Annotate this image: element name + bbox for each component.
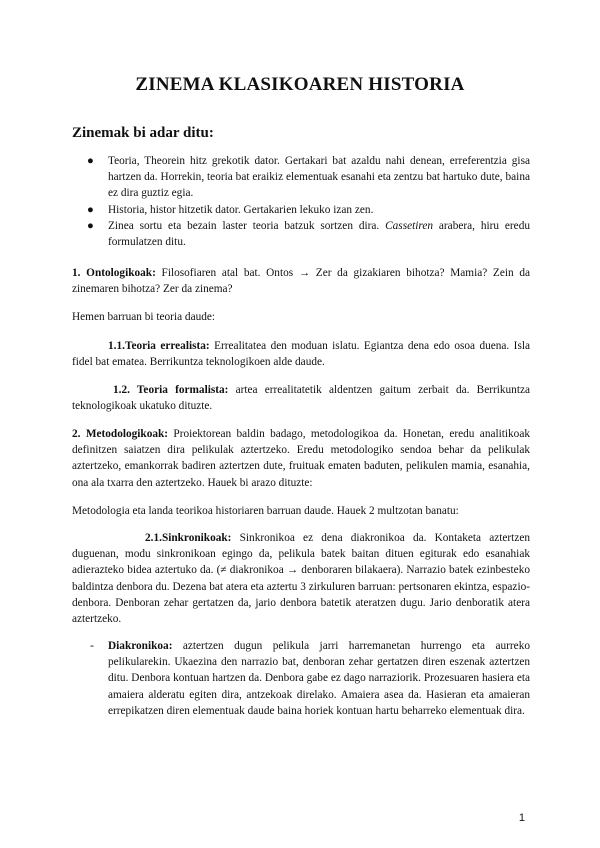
paragraph-teoria-errealista: 1.1.Teoria errealista: Errealitatea den moduan islatu. Egiantza dena edo osoa duena. Isla fidel bat ematea. Berrikuntza teknologikoen alde daude. [72,340,530,369]
dash-bullet: - [90,638,94,652]
bullet-list [72,153,530,250]
section-label: 1.2. Teoria formalista: [113,384,229,396]
bullet-text: Zinea sortu eta bezain laster teoria batzuk sortzen dira. Cassetiren arabera, hiru eredu formulatzen ditu. [108,219,530,249]
bullet-icon: ● [87,219,94,232]
list-item [72,202,530,218]
bullet-icon: ● [87,155,94,167]
paragraph-metodologia: Metodologia eta landa teorikoa historiaren barruan daude. Hauek 2 multzotan banatu: [72,505,459,517]
section-label: 2.1.Sinkronikoak: [145,532,232,544]
paragraph-metodologikoak: 2. Metodologikoak: Proiektorean baldin badago, metodologikoa da. Honetan, eredu analitikoak definitzen saiatzen dira pelikulak aztertzeko. Eredu metodologiko sendoa behar da pelikulak aztertzeko, emankorrak badiren aztertzen dute, fruituak ematen baduten, pelikulen mamia, esanahia, ona ala txarra den aztertzeko. Hauek bi arazo dituzte: [72,428,530,489]
section-label: 1. Ontologikoak: [72,267,156,279]
paragraph-intro: Hemen barruan bi teoria daude: [72,311,216,323]
list-item [72,153,530,202]
paragraph-sinkronikoak: 2.1.Sinkronikoak: Sinkronikoa ez dena diakronikoa da. Kontaketa aztertzen duguenan, modu sinkronikoan egingo da, pelikula batek baitan dituen egiturak edo esanahiak adierazteko bidea aztertuko da. (≠ diakronikoa → denboraren bilakaera). Narrazio batek ezinbesteko baldintza denbora du. Dezena bat atera eta aztertu 3 zirkuluren barruan: pertsonaren ekintza, espazio-denbora. Denboran zehar gertatzen da, jario denbora batetik ateratzen dugu. Jario denboratik atera aztertzeko. [72,532,530,626]
section-subtitle: Zinemak bi adar ditu: [72,125,214,141]
bullet-icon: ● [87,203,94,216]
section-label: 2. Metodologikoak: [72,428,169,440]
paragraph-ontologikoak: 1. Ontologikoak: Filosofiaren atal bat. Ontos → Zer da gizakiaren bihotza? Mamia? Zein da zinemaren bihotza? Zer da zinema? [72,267,530,296]
section-label: Diakronikoa: [108,640,173,652]
paragraph-teoria-formalista: 1.2. Teoria formalista: artea errealitatetik aldentzen gaitum zerbait da. Berrikuntza teknologikoak ukatuko dituzte. [72,384,530,413]
bullet-text: Teoria, Theorein hitz grekotik dator. Gertakari bat azaldu nahi denean, erreferentzia gisa hartzen da. Horrekin, teoria bat eraikiz elementuak esanahi eta zentzu bat hartuko dute, baina ez dira guztiz egia. [108,155,530,200]
page-number: 1 [518,812,525,824]
bullet-text: Historia, histor hitzetik dator. Gertakarien lekuko izan zen. [108,203,374,216]
page-title: ZINEMA KLASIKOAREN HISTORIA [135,74,465,95]
section-label: 1.1.Teoria errealista: [108,340,210,352]
list-item [72,218,530,250]
paragraph-diakronikoa: Diakronikoa: aztertzen dugun pelikula jarri harremanetan hurrengo eta aurreko pelikularekin. Ukaezina den narrazio bat, denboran zehar gertatzen diren eszenak aztertzen ditu. Denbora kontuan hartzen da. Denbora gabe ez dago narraziorik. Prozesuaren hasiera eta amaiera alderatu egiten dira, antzekoak direlako. Amaiera asea da. Hasieran eta amaieran errepikatzen diren elementuak daude baina horiek kontuan hartu beharreko elementuak dira. [108,640,530,717]
